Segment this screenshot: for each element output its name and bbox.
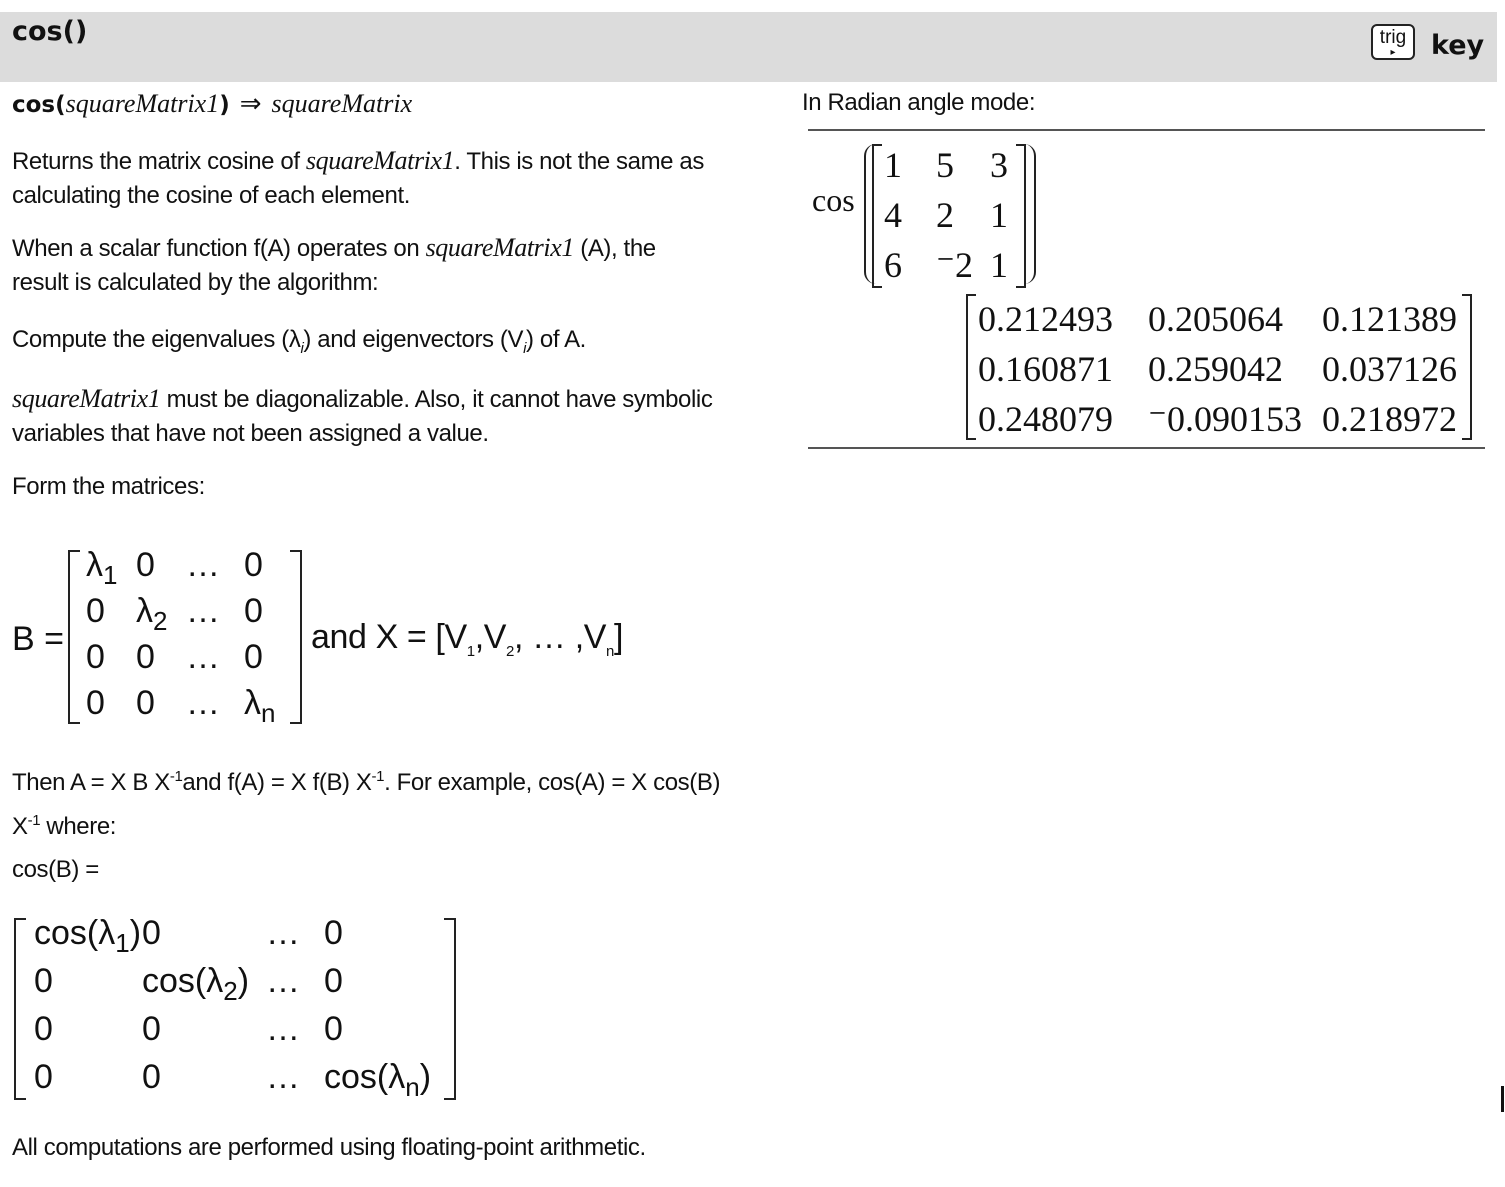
- p3-text-c: ) of A.: [526, 326, 586, 353]
- matrix-cosb-cell: 0: [34, 1010, 53, 1048]
- example-label: In Radian angle mode:: [802, 89, 1036, 116]
- example-input-cell: 1: [884, 145, 902, 185]
- p3-text-a: Compute the eigenvalues (λ: [12, 326, 301, 353]
- desc-paragraph-4: [12, 382, 712, 451]
- matrix-b-cell: $\lambda_n$: [244, 684, 276, 728]
- example-input-cell: 1: [990, 245, 1008, 285]
- example-output-cell: 0.037126: [1322, 349, 1457, 389]
- then-sup2: -1: [371, 768, 385, 785]
- p3-sub2: i: [523, 339, 527, 357]
- p2-text-a: When a scalar function f(A) operates on: [12, 235, 426, 262]
- x-definition: [311, 620, 623, 669]
- example-output-cell: 0.212493: [978, 299, 1113, 339]
- trig-key-label: trig: [1379, 27, 1407, 48]
- example-output-cell: 0.205064: [1148, 299, 1283, 339]
- matrix-b-cell: 0: [86, 638, 105, 676]
- x-subn: n: [606, 642, 614, 660]
- example-input-cell: 6: [884, 245, 902, 285]
- matrix-b-cell: 0: [244, 592, 263, 630]
- header-bar: [0, 12, 1497, 82]
- matrix-b-cell: 0: [86, 592, 105, 630]
- matrix-b-cell: 0: [136, 684, 155, 722]
- example-input-cell: 3: [990, 145, 1008, 185]
- p1-arg: squareMatrix1: [305, 146, 455, 175]
- matrix-b-cell: $\lambda_2$: [136, 592, 168, 636]
- matrix-cosb-cell: $\cos(\lambda_1)$: [34, 914, 142, 958]
- sig-result: squareMatrix: [271, 89, 413, 118]
- matrix-b-cell: $\lambda_1$: [86, 546, 118, 590]
- matrix-b-cell: …: [186, 592, 220, 630]
- matrix-cosb-cell: 0: [324, 962, 343, 1000]
- x-comma: ,V: [474, 618, 507, 656]
- p1-line2: calculating the cosine of each element.: [12, 182, 410, 209]
- matrix-cosb-cell: 0: [324, 914, 343, 952]
- example-output-cell: 0.121389: [1322, 299, 1457, 339]
- example-input-cell: ⁻2: [936, 245, 974, 285]
- example-input-cell: 5: [936, 145, 954, 185]
- example-input-cell: 4: [884, 195, 902, 235]
- function-signature: [12, 88, 412, 119]
- p3-text-b: ) and eigenvectors (V: [303, 326, 524, 353]
- p4-line2: variables that have not been assigned a value.: [12, 420, 489, 447]
- matrix-b-cell: 0: [136, 638, 155, 676]
- input-right-bracket: [1016, 144, 1026, 288]
- desc-paragraph-2: [12, 231, 656, 300]
- matrix-b-right-bracket: [290, 550, 302, 724]
- page-title: cos(): [12, 16, 88, 47]
- then-line2-a: X: [12, 813, 28, 840]
- example-output-cell: 0.218972: [1322, 399, 1457, 439]
- input-left-bracket: [872, 144, 882, 288]
- matrix-cosb-cell: 0: [142, 914, 161, 952]
- then-line2-sup: -1: [27, 812, 41, 829]
- example-top-rule: [808, 129, 1485, 131]
- matrix-cosb-cell: 0: [142, 1058, 161, 1096]
- sig-fn-close: ): [219, 92, 230, 118]
- matrix-cosb-cell: $\cos(\lambda_n)$: [324, 1058, 432, 1102]
- x-sub2: 2: [506, 642, 514, 660]
- example-output-cell: 0.259042: [1148, 349, 1283, 389]
- edge-marker: [1501, 1086, 1504, 1112]
- key-word: key: [1431, 30, 1485, 61]
- matrix-cosb-cell: 0: [34, 1058, 53, 1096]
- b-label: B =: [12, 620, 64, 658]
- matrix-b-cell: 0: [86, 684, 105, 722]
- matrix-cosb-left-bracket: [14, 918, 26, 1100]
- final-note: All computations are performed using floating-point arithmetic.: [12, 1134, 646, 1161]
- x-def-a: and X = [V: [311, 618, 467, 656]
- then-b: and f(A) = X f(B) X: [182, 769, 372, 796]
- desc-paragraph-5: Form the matrices:: [12, 473, 205, 500]
- matrix-b-cell: 0: [244, 638, 263, 676]
- then-c: . For example, cos(A) = X cos(B): [384, 769, 721, 796]
- matrix-cosb-cell: 0: [34, 962, 53, 1000]
- matrix-cosb-cell: …: [266, 1058, 300, 1096]
- matrix-b-cell: 0: [136, 546, 155, 584]
- example-output-cell: 0.160871: [978, 349, 1113, 389]
- triangle-icon: ▸: [1390, 47, 1396, 58]
- p2-arg: squareMatrix1: [425, 233, 574, 262]
- example-input-cell: 2: [936, 195, 954, 235]
- matrix-cosb-right-bracket: [444, 918, 456, 1100]
- desc-then-paragraph: [12, 758, 720, 846]
- x-dots: , … ,V: [513, 618, 607, 656]
- example-output-cell: ⁻0.090153: [1148, 399, 1303, 439]
- matrix-cosb-cell: $\cos(\lambda_2)$: [142, 962, 250, 1006]
- p2-text-b: (A), the: [573, 235, 656, 262]
- p1-text-a: Returns the matrix cosine of: [12, 148, 306, 175]
- p4-arg: squareMatrix1: [12, 384, 161, 413]
- matrix-cosb-cell: …: [266, 914, 300, 952]
- matrix-b-cell: …: [186, 546, 220, 584]
- matrix-b-left-bracket: [68, 550, 80, 724]
- matrix-cosb-cell: …: [266, 962, 300, 1000]
- desc-paragraph-1: [12, 144, 704, 213]
- example-cos-word: cos: [812, 182, 855, 218]
- example-output-cell: 0.248079: [978, 399, 1113, 439]
- matrix-cosb-cell: 0: [142, 1010, 161, 1048]
- trig-key-icon: [1371, 24, 1415, 60]
- then-a: Then A = X B X: [12, 769, 170, 796]
- output-right-bracket: [1462, 294, 1472, 440]
- cosb-label: cos(B) =: [12, 856, 99, 883]
- desc-paragraph-3: [12, 323, 586, 366]
- matrix-b-cell: 0: [244, 546, 263, 584]
- p3-sub1: i: [300, 339, 304, 357]
- then-sup1: -1: [169, 768, 183, 785]
- example-bottom-rule: [808, 447, 1485, 449]
- p1-text-b: . This is not the same as: [454, 148, 704, 175]
- sig-fn-open: cos(: [12, 92, 66, 118]
- p2-line2: result is calculated by the algorithm:: [12, 269, 379, 296]
- output-left-bracket: [966, 294, 976, 440]
- then-line2-b: where:: [40, 813, 117, 840]
- example-input-cell: 1: [990, 195, 1008, 235]
- matrix-cosb-cell: …: [266, 1010, 300, 1048]
- matrix-cosb-cell: 0: [324, 1010, 343, 1048]
- x-sub1: 1: [466, 642, 475, 660]
- p4-text-a: must be diagonalizable. Also, it cannot have symbolic: [160, 386, 713, 413]
- matrix-b-cell: …: [186, 638, 220, 676]
- sig-arg: squareMatrix1: [65, 89, 220, 118]
- implies-arrow: ⇒: [239, 88, 262, 118]
- matrix-b-cell: …: [186, 684, 220, 722]
- x-close: ]: [614, 618, 624, 656]
